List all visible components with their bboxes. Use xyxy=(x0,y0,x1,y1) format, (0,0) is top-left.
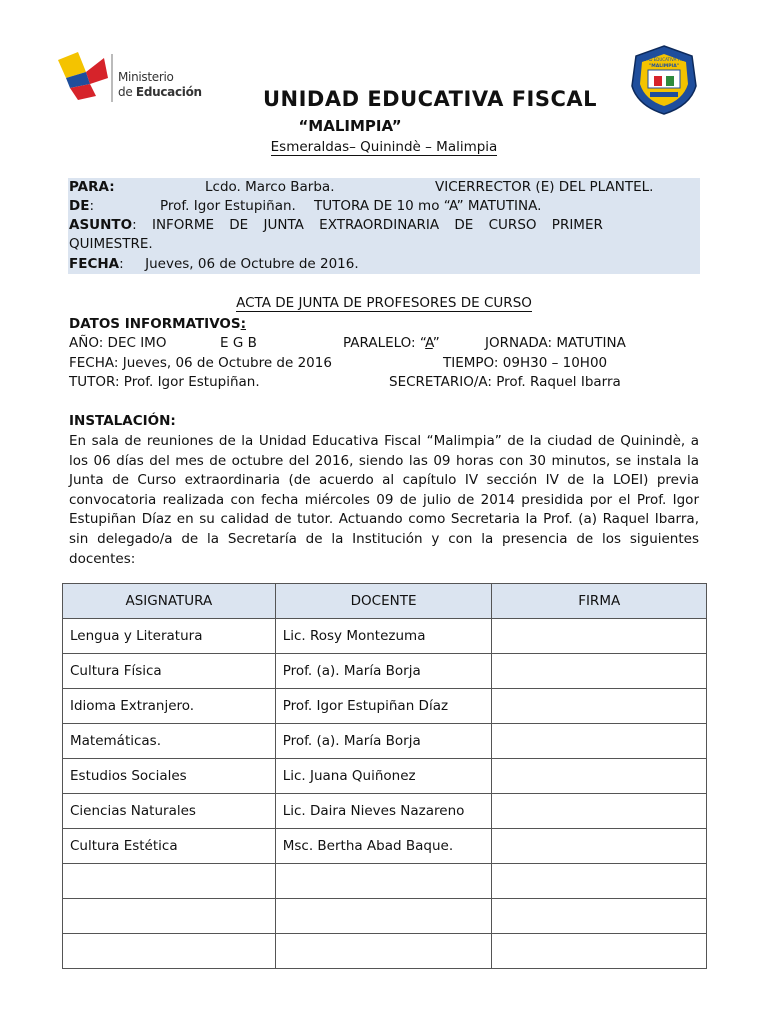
table-row xyxy=(63,689,707,724)
memo-de-role: TUTORA DE 10 mo “A” MATUTINA. xyxy=(314,198,542,214)
paralelo: PARALELO: “A” xyxy=(343,335,440,351)
table-row xyxy=(63,724,707,759)
cell-firma xyxy=(492,619,707,654)
attendance-table xyxy=(62,583,707,969)
table-row xyxy=(63,899,707,934)
cell-firma xyxy=(492,899,707,934)
seal-top-text: UNIDAD EDUCATIVA FISCAL xyxy=(636,57,692,62)
ministry-line-1: Ministerio xyxy=(118,70,174,84)
cell-firma xyxy=(492,864,707,899)
cell-firma xyxy=(492,724,707,759)
cell-docente: Prof. Igor Estupiñan Díaz xyxy=(275,689,492,724)
instalacion-paragraph: En sala de reuniones de la Unidad Educativa Fiscal “Malimpia” de la ciudad de Quinindè, a los 06 días del mes de octubre del 2016, siendo las 09 horas con 30 minutos, se instala la Junta de Curso extraordinaria (de acuerdo al capítulo IV sección IV de la LOEI) previa convocatoria realizada con fecha miércoles 09 de julio de 2014 presidida por el Prof. Igor Estupiñan Díaz en su calidad de tutor. Actuando como Secretaria la Prof. (a) Raquel Ibarra, sin delegado/a de la Secretaría de la Institución y con la presencia de los siguientes docentes: xyxy=(69,433,699,567)
memo-para-name: Lcdo. Marco Barba. xyxy=(205,179,335,195)
memo-asunto: ASUNTO: INFORME DE JUNTA EXTRAORDINARIA DE CURSO PRIMER xyxy=(69,217,603,233)
tiempo: TIEMPO: 09H30 – 10H00 xyxy=(443,355,608,371)
table-row xyxy=(63,829,707,864)
instalacion-heading: INSTALACIÓN: xyxy=(69,413,176,429)
tutor: TUTOR: Prof. Igor Estupiñan. xyxy=(69,374,260,390)
fecha: FECHA: Jueves, 06 de Octubre de 2016 xyxy=(69,355,332,371)
memo-de-label: DE: xyxy=(69,198,94,214)
header-firma: FIRMA xyxy=(492,584,707,619)
school-location: Esmeraldas– Quinindè – Malimpia xyxy=(270,139,498,155)
seal-name-text: "MALIMPIA" xyxy=(648,64,680,69)
memo-block xyxy=(68,178,700,274)
table-row xyxy=(63,794,707,829)
cell-asignatura: Lengua y Literatura xyxy=(63,619,276,654)
table-row xyxy=(63,654,707,689)
header-docente: DOCENTE xyxy=(275,584,492,619)
cell-asignatura: Cultura Física xyxy=(63,654,276,689)
cell-docente xyxy=(275,934,492,969)
anio: AÑO: DEC IMO xyxy=(69,335,167,351)
memo-asunto-cont: QUIMESTRE. xyxy=(69,236,153,252)
cell-asignatura: Matemáticas. xyxy=(63,724,276,759)
table-row xyxy=(63,619,707,654)
memo-fecha: FECHA: Jueves, 06 de Octubre de 2016. xyxy=(69,256,359,272)
datos-informativos-heading: DATOS INFORMATIVOS: xyxy=(69,316,247,332)
cell-asignatura: Estudios Sociales xyxy=(63,759,276,794)
cell-docente xyxy=(275,899,492,934)
cell-firma xyxy=(492,759,707,794)
cell-asignatura: Ciencias Naturales xyxy=(63,794,276,829)
cell-docente: Msc. Bertha Abad Baque. xyxy=(275,829,492,864)
memo-para-label: PARA: xyxy=(69,179,115,195)
table-header-row xyxy=(63,584,707,619)
header-asignatura: ASIGNATURA xyxy=(63,584,276,619)
cell-docente: Prof. (a). María Borja xyxy=(275,654,492,689)
cell-docente: Lic. Juana Quiñonez xyxy=(275,759,492,794)
cell-docente xyxy=(275,864,492,899)
cell-docente: Lic. Rosy Montezuma xyxy=(275,619,492,654)
cell-firma xyxy=(492,689,707,724)
secretario: SECRETARIO/A: Prof. Raquel Ibarra xyxy=(389,374,621,390)
memo-para-role: VICERRECTOR (E) DEL PLANTEL. xyxy=(435,179,654,195)
school-name: “MALIMPIA” xyxy=(298,117,402,135)
table-row xyxy=(63,934,707,969)
cell-docente: Lic. Daira Nieves Nazareno xyxy=(275,794,492,829)
cell-firma xyxy=(492,829,707,864)
table-row xyxy=(63,864,707,899)
cell-firma xyxy=(492,934,707,969)
cell-asignatura xyxy=(63,899,276,934)
cell-asignatura xyxy=(63,864,276,899)
jornada: JORNADA: MATUTINA xyxy=(485,335,626,351)
acta-title: ACTA DE JUNTA DE PROFESORES DE CURSO xyxy=(236,295,532,311)
egb: E G B xyxy=(220,335,257,351)
cell-firma xyxy=(492,794,707,829)
cell-asignatura: Idioma Extranjero. xyxy=(63,689,276,724)
cell-asignatura: Cultura Estética xyxy=(63,829,276,864)
cell-asignatura xyxy=(63,934,276,969)
cell-firma xyxy=(492,654,707,689)
ministry-line-2: de Educación xyxy=(118,85,202,99)
memo-de-name: Prof. Igor Estupiñan. xyxy=(160,198,296,214)
cell-docente: Prof. (a). María Borja xyxy=(275,724,492,759)
school-title: UNIDAD EDUCATIVA FISCAL xyxy=(262,87,598,111)
table-row xyxy=(63,759,707,794)
